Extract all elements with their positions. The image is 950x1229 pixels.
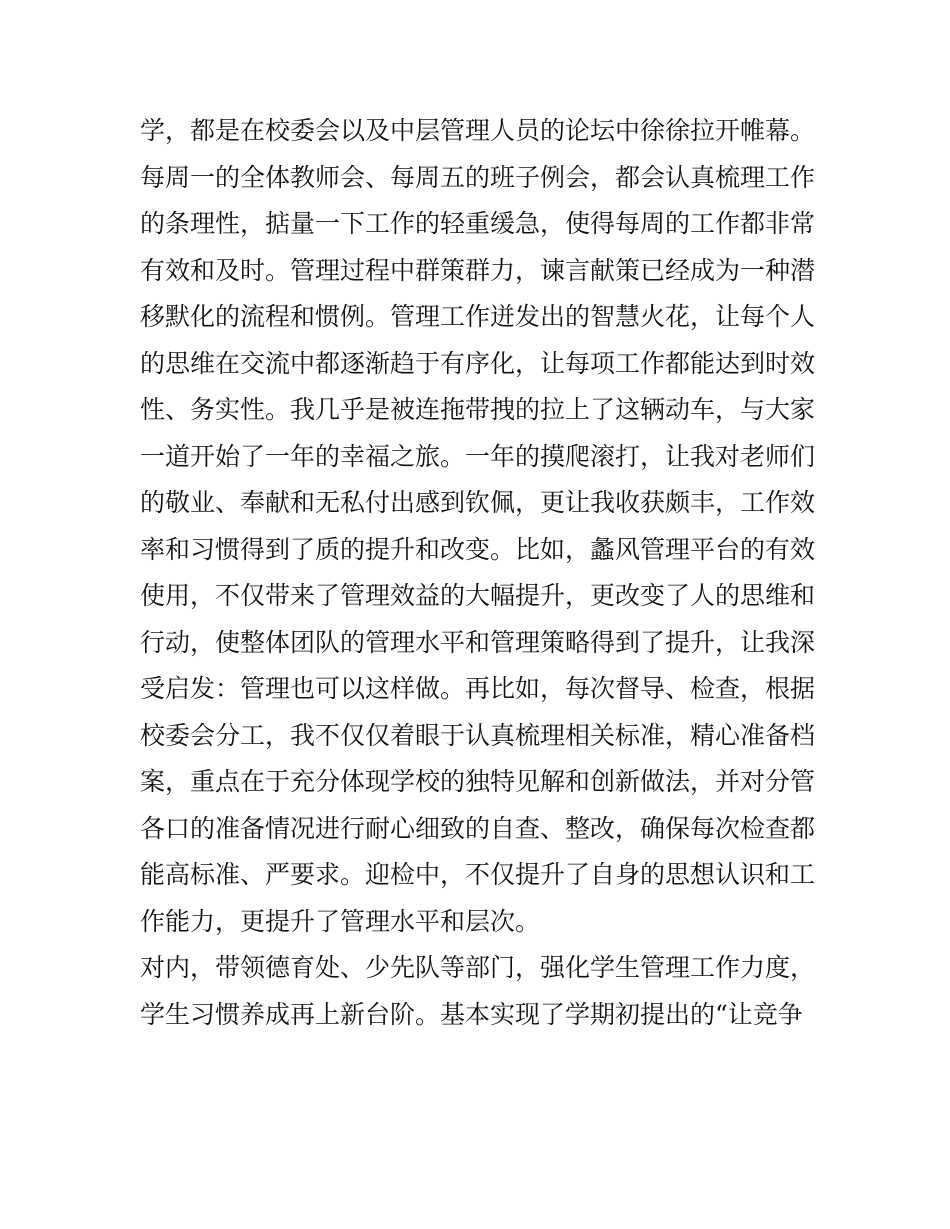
text-line: 移默化的流程和惯例。管理工作迸发出的智慧火花，让每个人 [140,302,816,331]
text-line: 行动，使整体团队的管理水平和管理策略得到了提升，让我深 [140,627,816,657]
text-line: 每周一的全体教师会、每周五的班子例会，都会认真梳理工作 [140,162,816,192]
text-line: 有效和及时。管理过程中群策群力，谏言献策已经成为一种潜 [140,255,816,285]
body-text [140,108,820,1038]
text-line: 受启发：管理也可以这样做。再比如，每次督导、检查，根据 [140,674,816,703]
text-line: 案，重点在于充分体现学校的独特见解和创新做法，并对分管 [140,767,816,796]
text-line: 的敬业、奉献和无私付出感到钦佩，更让我收获颇丰，工作效 [140,488,816,517]
text-line: 使用，不仅带来了管理效益的大幅提升，更改变了人的思维和 [140,581,816,610]
text-line: 校委会分工，我不仅仅着眼于认真梳理相关标准，精心准备档 [140,720,816,750]
text-line: 的思维在交流中都逐渐趋于有序化，让每项工作都能达到时效 [140,348,816,378]
text-line: 各口的准备情况进行耐心细致的自查、整改，确保每次检查都 [140,813,816,843]
text-line: 的条理性，掂量一下工作的轻重缓急，使得每周的工作都非常 [140,209,816,238]
text-line: 学生习惯养成再上新台阶。基本实现了学期初提出的“让竞争 [140,999,803,1029]
text-line: 性、务实性。我几乎是被连拖带拽的拉上了这辆动车，与大家 [140,395,816,424]
text-line: 能高标准、严要求。迎检中，不仅提升了自身的思想认识和工 [140,860,816,889]
text-line: 作能力，更提升了管理水平和层次。 [140,906,541,936]
text-line: 对内，带领德育处、少先队等部门，强化学生管理工作力度， [140,953,816,982]
text-line: 一道开始了一年的幸福之旅。一年的摸爬滚打，让我对老师们 [140,441,816,471]
text-line: 率和习惯得到了质的提升和改变。比如，蠡风管理平台的有效 [140,534,816,564]
text-line: 学，都是在校委会以及中层管理人员的论坛中徐徐拉开帷幕。 [140,116,816,145]
